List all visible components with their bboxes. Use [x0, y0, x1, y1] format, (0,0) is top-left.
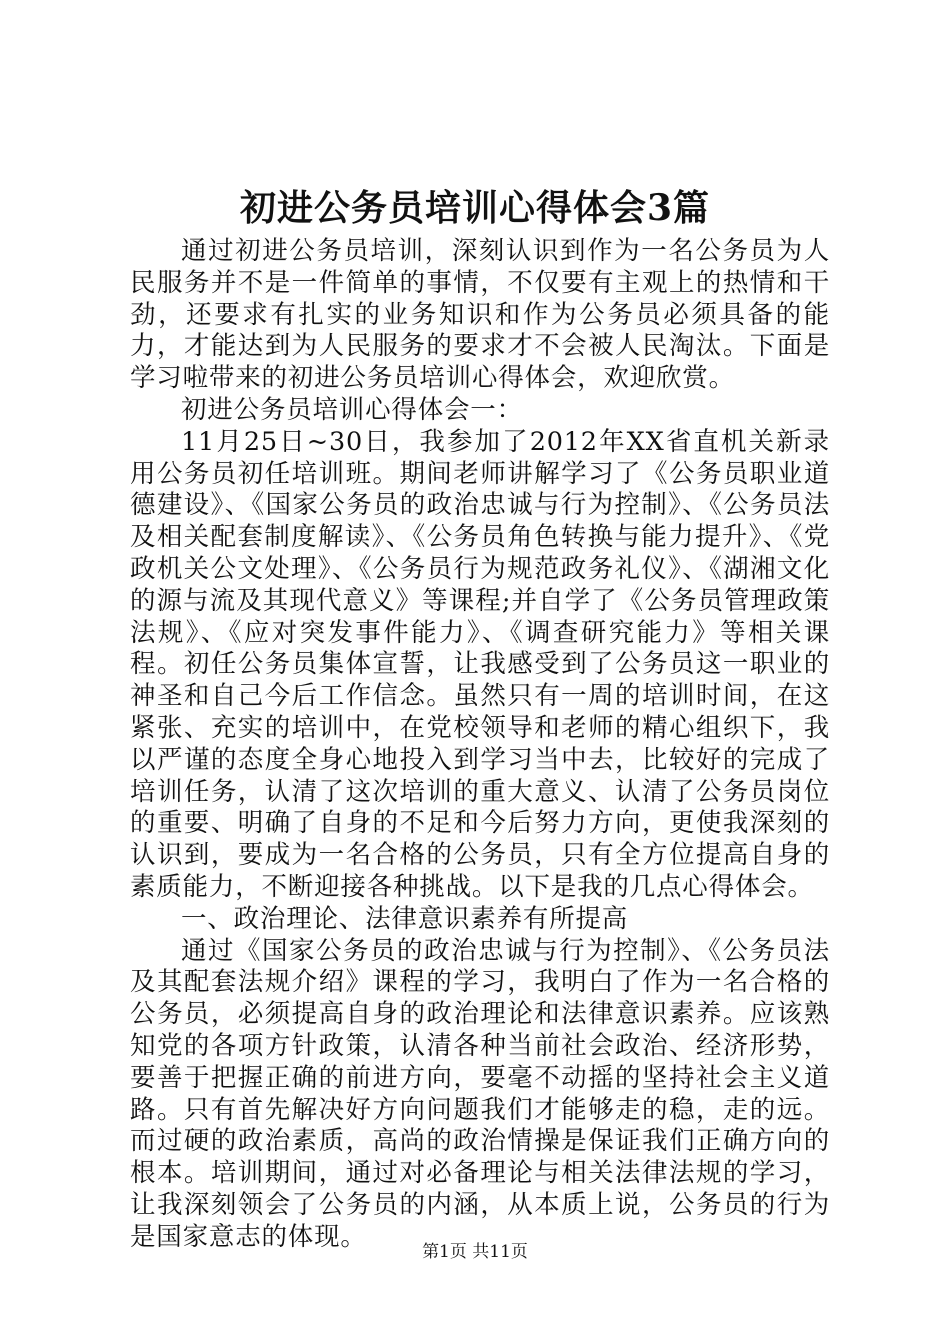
body-paragraph: 11月25日~30日，我参加了2012年XX省直机关新录用公务员初任培训班。期间老师讲解学习了《公务员职业道德建设》、《国家公务员的政治忠诚与行为控制》、《公务员法及相关配套制度解读》、《公务员角色转换与能力提升》、《党政机关公文处理》、《公务员行为规范政务礼仪》、《湖湘文化的源与流及其现代意义》等课程;并自学了《公务员管理政策法规》、《应对突发事件能力》、《调查研究能力》等相关课程。初任公务员集体宣誓，让我感受到了公务员这一职业的神圣和自己今后工作信念。虽然只有一周的培训时间，在这紧张、充实的培训中，在党校领导和老师的精心组织下，我以严谨的态度全身心地投入到学习当中去，比较好的完成了培训任务，认清了这次培训的重大意义、认清了公务员岗位的重要、明确了自身的不足和今后努力方向，更使我深刻的认识到，要成为一名合格的公务员，只有全方位提高自身的素质能力，不断迎接各种挑战。以下是我的几点心得体会。 [130, 426, 830, 902]
intro-paragraph: 通过初进公务员培训，深刻认识到作为一名公务员为人民服务并不是一件简单的事情，不仅要有主观上的热情和干劲，还要求有扎实的业务知识和作为公务员必须具备的能力，才能达到为人民服务的要求才不会被人民淘汰。下面是学习啦带来的初进公务员培训心得体会，欢迎欣赏。 [130, 236, 830, 394]
section-heading-politics: 一、政治理论、法律意识素养有所提高 [181, 903, 629, 934]
document-body [130, 236, 830, 1254]
section-heading-part-one: 初进公务员培训心得体会一： [181, 394, 523, 425]
body-paragraph: 通过《国家公务员的政治忠诚与行为控制》、《公务员法及其配套法规介绍》课程的学习，我明白了作为一名合格的公务员，必须提高自身的政治理论和法律意识素养。应该熟知党的各项方针政策，认清各种当前社会政治、经济形势，要善于把握正确的前进方向，要毫不动摇的坚持社会主义道路。只有首先解决好方向问题我们才能够走的稳，走的远。而过硬的政治素质，高尚的政治情操是保证我们正确方向的根本。培训期间，通过对必备理论与相关法律法规的学习，让我深刻领会了公务员的内涵，从本质上说，公务员的行为是国家意志的体现。 [130, 935, 830, 1252]
document-title: 初进公务员培训心得体会3篇 [239, 187, 711, 229]
page-number-footer: 第1页 共11页 [422, 1242, 528, 1262]
